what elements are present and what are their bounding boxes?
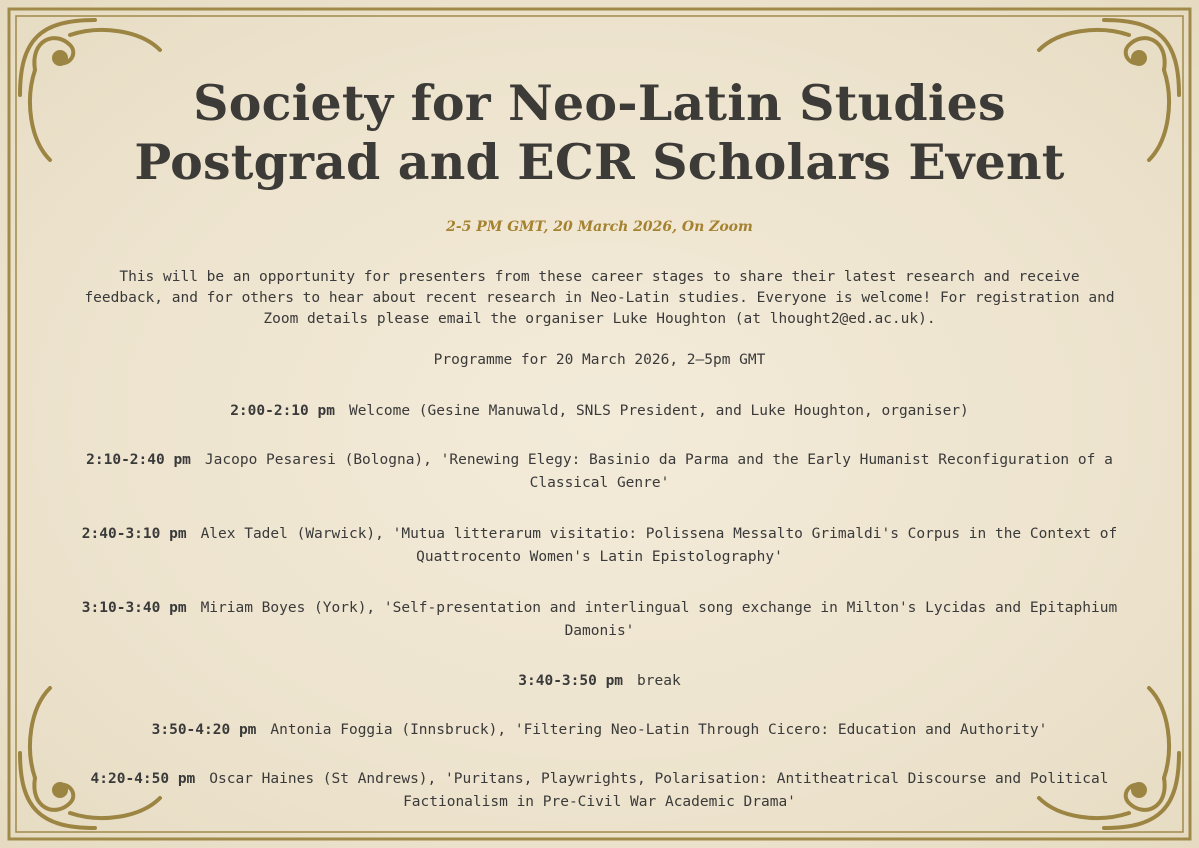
poster-title-line-2: Postgrad and ECR Scholars Event xyxy=(134,133,1065,191)
event-date: 2-5 PM GMT, 20 March 2026, On Zoom xyxy=(446,219,753,235)
schedule-text: Miriam Boyes (York), 'Self-presentation and interlingual song exchange in Milton's Lycidas and Epitaphium Damonis' xyxy=(200,600,1118,639)
schedule-text: break xyxy=(637,673,681,689)
event-description: This will be an opportunity for presenters from these career stages to share their latest research and receive feedback, and for others to hear about recent research in Neo-Latin studies. Everyone is welcome! For registration and Zoom details please email the organiser Luke Houghton (at lhought2@ed.ac.uk). xyxy=(84,269,1115,327)
schedule-time: 3:50-4:20 pm xyxy=(151,722,257,738)
schedule-item xyxy=(70,768,1129,814)
programme-heading: Programme for 20 March 2026, 2–5pm GMT xyxy=(433,352,766,368)
schedule-text: Alex Tadel (Warwick), 'Mutua litterarum visitatio: Polissena Messalto Grimaldi's Corpus in the Context of Quattrocento Women's Latin Epistolography' xyxy=(200,526,1118,565)
schedule-time: 2:10-2:40 pm xyxy=(86,452,191,468)
schedule-time: 2:40-3:10 pm xyxy=(81,526,187,542)
schedule-item xyxy=(70,597,1129,643)
schedule-text: Oscar Haines (St Andrews), 'Puritans, Playwrights, Polarisation: Antitheatrical Discourse and Political Factionalism in Pre-Civil War Academic Drama' xyxy=(209,771,1109,810)
schedule-item xyxy=(70,719,1129,742)
schedule-time: 3:10-3:40 pm xyxy=(81,600,187,616)
schedule-text: Welcome (Gesine Manuwald, SNLS President, and Luke Houghton, organiser) xyxy=(348,403,969,419)
schedule-time: 4:20-4:50 pm xyxy=(90,771,196,787)
schedule-item xyxy=(70,400,1129,423)
poster-title-line-1: Society for Neo-Latin Studies xyxy=(193,74,1006,132)
schedule-text: Antonia Foggia (Innsbruck), 'Filtering Neo-Latin Through Cicero: Education and Authority' xyxy=(270,722,1048,738)
schedule-item xyxy=(70,449,1129,495)
schedule-item xyxy=(70,523,1129,569)
schedule-item xyxy=(70,670,1129,693)
schedule-text: Jacopo Pesaresi (Bologna), 'Renewing Elegy: Basinio da Parma and the Early Humanist Reconfiguration of a Classical Genre' xyxy=(204,452,1113,491)
schedule-time: 3:40-3:50 pm xyxy=(518,673,624,689)
schedule-time: 2:00-2:10 pm xyxy=(230,403,335,419)
